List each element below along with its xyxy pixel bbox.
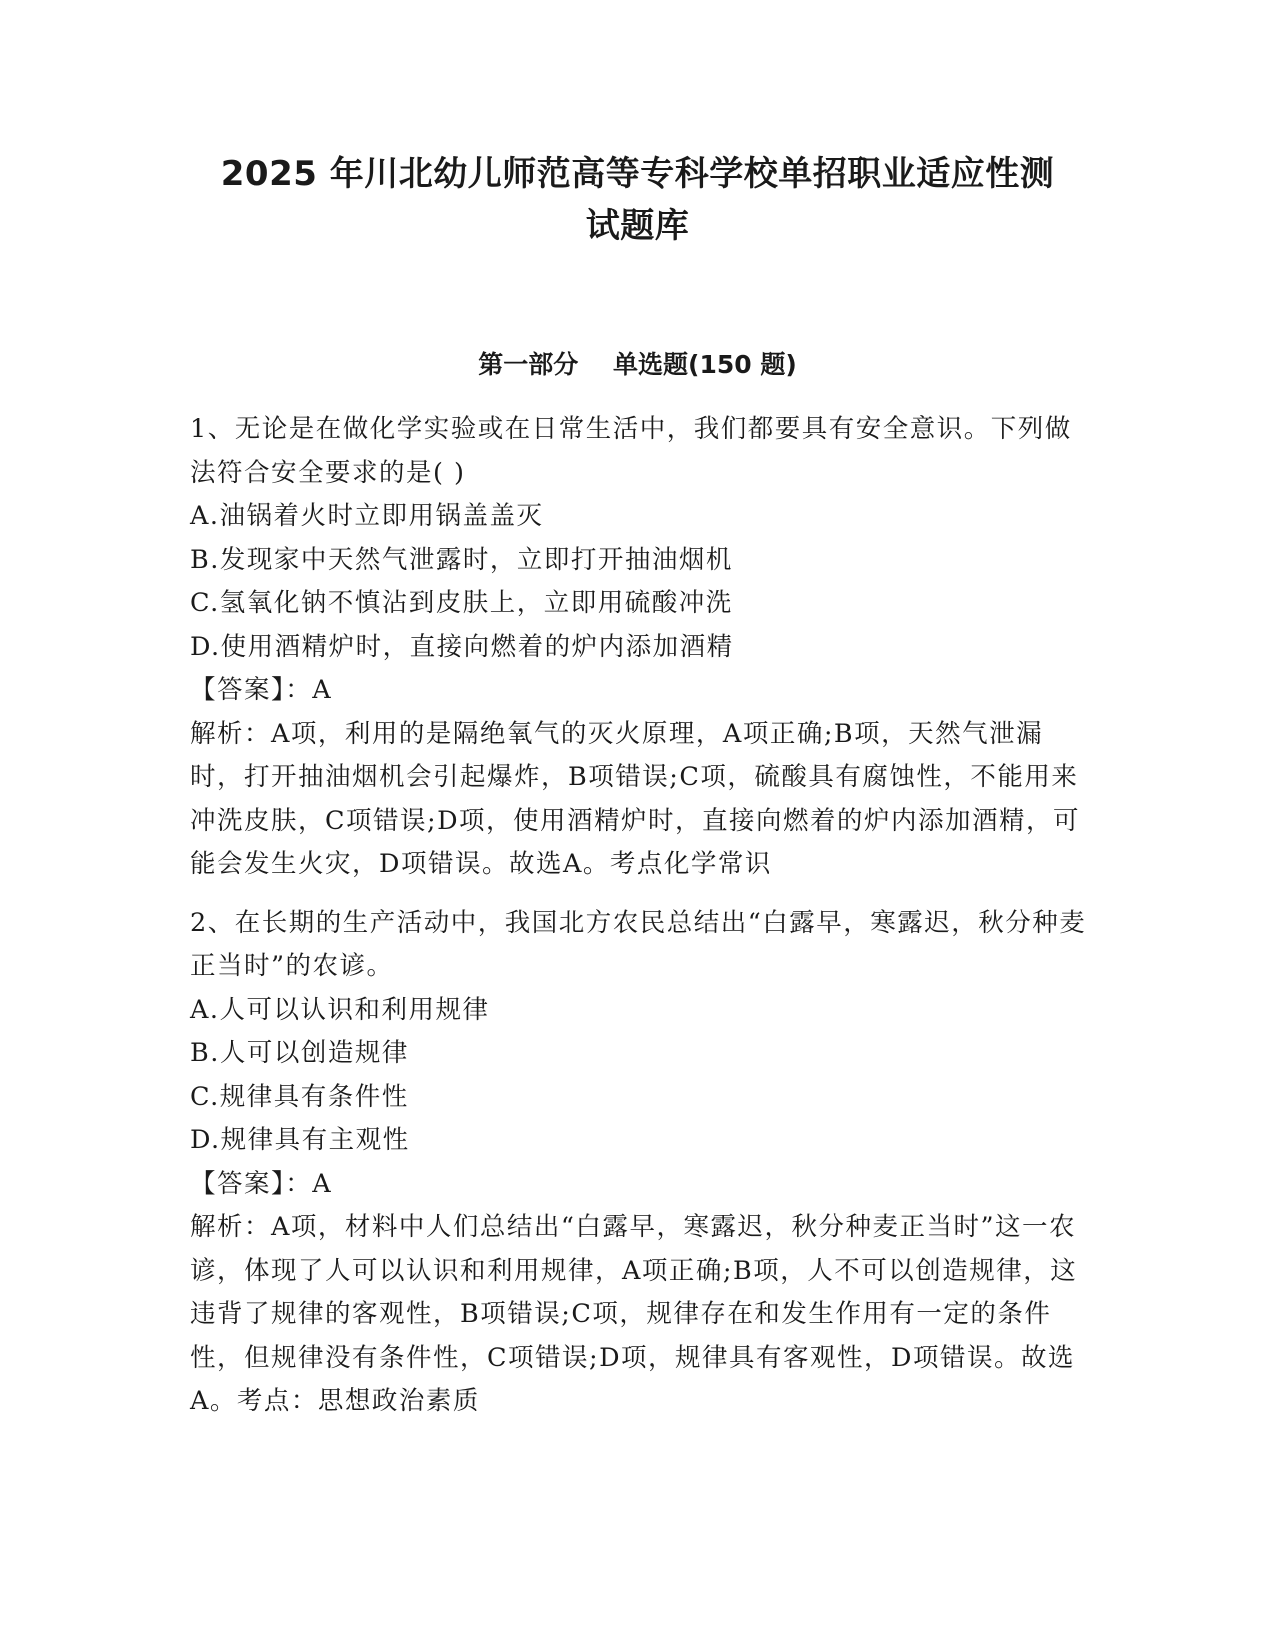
answer-label: 【答案】： — [190, 675, 313, 705]
answer-line — [190, 669, 1090, 713]
document-title-line-2: 试题库 — [585, 206, 690, 246]
option-b: B.人可以创造规律 — [190, 1038, 409, 1068]
option-d: D.规律具有主观性 — [190, 1125, 410, 1155]
answer-value: A — [312, 675, 333, 705]
question-stem: 1、无论是在做化学实验或在日常生活中，我们都要具有安全意识。下列做法符合安全要求的是( ) — [190, 414, 1072, 488]
question-list — [190, 408, 1090, 1439]
option-a: A.油锅着火时立即用锅盖盖灭 — [190, 501, 544, 531]
question-item — [190, 902, 1090, 1424]
answer-value: A — [312, 1168, 333, 1199]
option-d: D.使用酒精炉时，直接向燃着的炉内添加酒精 — [190, 631, 734, 662]
option-c: C.氢氧化钠不慎沾到皮肤上，立即用硫酸冲洗 — [190, 588, 733, 618]
answer-label: 【答案】： — [190, 1168, 313, 1199]
document-title-line-1: 2025 年川北幼儿师范高等专科学校单招职业适应性测 — [220, 154, 1055, 194]
option-c: C.规律具有条件性 — [190, 1081, 409, 1112]
option-b: B.发现家中天然气泄露时，立即打开抽油烟机 — [190, 544, 733, 575]
question-stem: 2、在长期的生产活动中，我国北方农民总结出“白露早，寒露迟，秋分种麦正当时”的农谚。 — [190, 907, 1087, 981]
document-title — [150, 148, 1125, 252]
section-heading: 第一部分 单选题(150 题) — [478, 350, 797, 379]
answer-line — [190, 1163, 1090, 1207]
explanation: 解析：A项，材料中人们总结出“白露早，寒露迟，秋分种麦正当时”这一农谚，体现了人可以认识和利用规律，A项正确;B项，人不可以创造规律，这违背了规律的客观性，B项错误;C项，规律存在和发生作用有一定的条件性，但规律没有条件性，C项错误;D项，规律具有客观性，D项错误。故选A。考点：思想政治素质 — [190, 1212, 1078, 1416]
explanation: 解析：A项，利用的是隔绝氧气的灭火原理，A项正确;B项，天然气泄漏时，打开抽油烟机会引起爆炸，B项错误;C项，硫酸具有腐蚀性，不能用来冲洗皮肤，C项错误;D项，使用酒精炉时，直接向燃着的炉内添加酒精，可能会发生火灾，D项错误。故选A。考点化学常识 — [190, 718, 1081, 879]
option-a: A.人可以认识和利用规律 — [190, 994, 490, 1025]
question-item — [190, 408, 1090, 887]
